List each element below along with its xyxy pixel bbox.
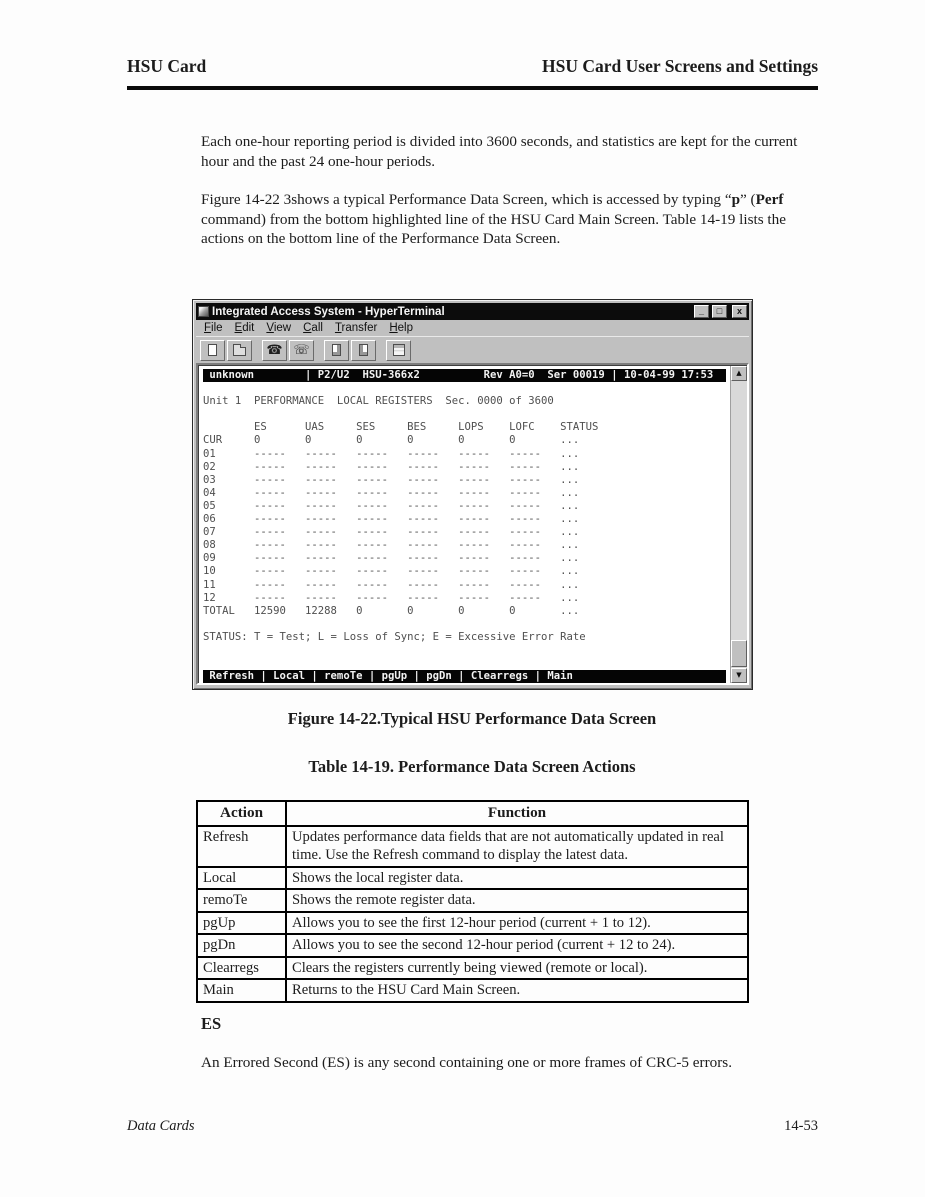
es-section-heading: ES	[201, 1014, 222, 1033]
maximize-button[interactable]: □	[712, 305, 727, 318]
terminal-line: 12 ----- ----- ----- ----- ----- ----- ...	[203, 591, 580, 604]
menu-bar	[196, 320, 749, 336]
table-row	[197, 979, 748, 1002]
action-cell: pgDn	[197, 934, 286, 957]
open-icon	[233, 347, 246, 356]
footer-book-title: Data Cards	[127, 1118, 195, 1134]
call-icon: ☎	[266, 342, 283, 358]
terminal-line	[203, 657, 726, 670]
bold-p-command: p	[731, 191, 741, 208]
action-cell: Local	[197, 867, 286, 890]
terminal-client-area	[196, 363, 749, 685]
terminal-line: 07 ----- ----- ----- ----- ----- ----- ...	[203, 526, 580, 539]
terminal-line: 11 ----- ----- ----- ----- ----- ----- ...	[203, 578, 580, 591]
properties-icon	[393, 344, 405, 356]
close-button[interactable]: x	[732, 305, 747, 318]
call-button[interactable]	[262, 340, 287, 361]
table-row	[197, 957, 748, 980]
terminal-line	[203, 382, 726, 395]
terminal-line: 06 ----- ----- ----- ----- ----- ----- ...	[203, 513, 580, 526]
actions-table	[196, 800, 749, 1003]
table-row	[197, 889, 748, 912]
terminal-line: 02 ----- ----- ----- ----- ----- ----- ...	[203, 460, 580, 473]
properties-button[interactable]	[386, 340, 411, 361]
terminal-line	[203, 408, 726, 421]
terminal-line: 08 ----- ----- ----- ----- ----- ----- ...	[203, 539, 580, 552]
function-cell: Updates performance data fields that are not automatically updated in real time. Use the Refresh command to display the latest data.	[286, 826, 748, 867]
new-button[interactable]	[200, 340, 225, 361]
terminal-line: CUR 0 0 0 0 0 0 ...	[203, 434, 580, 447]
action-cell: Refresh	[197, 826, 286, 867]
terminal-line: 05 ----- ----- ----- ----- ----- ----- ...	[203, 499, 580, 512]
app-icon	[198, 306, 209, 317]
intro-paragraph-2-text: command) from the bottom highlighted line of the HSU Card Main Screen. Table 14-19 lists the actions on the bottom line of the Performance Data Screen.	[201, 210, 786, 248]
scroll-down-icon[interactable]: ▼	[731, 668, 747, 683]
header-right-title: HSU Card User Screens and Settings	[542, 56, 818, 76]
disconnect-icon: ☏	[293, 342, 310, 358]
menu-help[interactable]: Help	[389, 322, 414, 334]
table-header-row	[197, 801, 748, 826]
intro-paragraph-1: Each one-hour reporting period is divided into 3600 seconds, and statistics are kept for the current hour and the past 24 one-hour periods.	[201, 133, 798, 170]
menu-edit[interactable]: Edit	[234, 322, 255, 334]
terminal-line: 03 ----- ----- ----- ----- ----- ----- ...	[203, 473, 580, 486]
terminal-line: TOTAL 12590 12288 0 0 0 0 ...	[203, 604, 580, 617]
terminal-line: 10 ----- ----- ----- ----- ----- ----- ...	[203, 565, 580, 578]
table-caption: Table 14-19. Performance Data Screen Actions	[308, 757, 636, 776]
function-cell: Shows the local register data.	[286, 867, 748, 890]
table-row	[197, 826, 748, 867]
menu-file[interactable]: File	[204, 322, 223, 334]
bold-perf-command: Perf	[755, 191, 784, 208]
column-header-action: Action	[197, 801, 286, 826]
scrollbar-thumb[interactable]	[731, 640, 747, 667]
window-title: Integrated Access System - HyperTerminal	[212, 305, 445, 318]
toolbar	[196, 336, 749, 363]
terminal-screen	[199, 366, 730, 683]
terminal-line	[203, 644, 726, 657]
receive-button[interactable]	[351, 340, 376, 361]
function-cell: Returns to the HSU Card Main Screen.	[286, 979, 748, 1002]
terminal-line: unknown | P2/U2 HSU-366x2 Rev A0=0 Ser 00019 | 10-04-99 17:53	[203, 369, 726, 382]
es-section-body: An Errored Second (ES) is any second containing one or more frames of CRC-5 errors.	[201, 1054, 732, 1071]
intro-paragraph-2	[201, 190, 825, 249]
terminal-line: Refresh | Local | remoTe | pgUp | pgDn | Clearregs | Main	[203, 670, 726, 683]
send-icon	[332, 344, 341, 356]
column-header-function: Function	[286, 801, 748, 826]
new-icon	[208, 344, 217, 356]
receive-icon	[359, 344, 368, 356]
terminal-line: 01 ----- ----- ----- ----- ----- ----- ...	[203, 447, 580, 460]
minimize-button[interactable]: _	[694, 305, 709, 318]
scroll-up-icon[interactable]: ▲	[731, 366, 747, 381]
title-bar[interactable]	[196, 303, 749, 320]
send-button[interactable]	[324, 340, 349, 361]
function-cell: Allows you to see the first 12-hour period (current + 1 to 12).	[286, 912, 748, 935]
terminal-line: Unit 1 PERFORMANCE LOCAL REGISTERS Sec. 0000 of 3600	[203, 395, 554, 408]
header-left-title: HSU Card	[127, 56, 207, 76]
terminal-line: 09 ----- ----- ----- ----- ----- ----- ...	[203, 552, 580, 565]
intro-paragraph-2-text: ” (	[740, 191, 756, 208]
disconnect-button[interactable]	[289, 340, 314, 361]
intro-paragraph-2-text: Figure 14-22 3shows a typical Performance Data Screen, which is accessed by typing “	[201, 191, 732, 208]
figure-caption: Figure 14-22.Typical HSU Performance Data Screen	[287, 709, 657, 728]
table-row	[197, 912, 748, 935]
table-row	[197, 934, 748, 957]
menu-call[interactable]: Call	[303, 322, 323, 334]
terminal-line: 04 ----- ----- ----- ----- ----- ----- ...	[203, 486, 580, 499]
page-footer	[127, 1118, 818, 1135]
table-row	[197, 867, 748, 890]
open-button[interactable]	[227, 340, 252, 361]
action-cell: pgUp	[197, 912, 286, 935]
vertical-scrollbar[interactable]	[730, 366, 747, 683]
function-cell: Clears the registers currently being viewed (remote or local).	[286, 957, 748, 980]
hyperterminal-window	[192, 299, 753, 690]
menu-view[interactable]: View	[266, 322, 292, 334]
action-cell: Main	[197, 979, 286, 1002]
action-cell: Clearregs	[197, 957, 286, 980]
function-cell: Allows you to see the second 12-hour period (current + 12 to 24).	[286, 934, 748, 957]
terminal-line: STATUS: T = Test; L = Loss of Sync; E = Excessive Error Rate	[203, 630, 586, 643]
action-cell: remoTe	[197, 889, 286, 912]
page-header	[127, 56, 818, 90]
function-cell: Shows the remote register data.	[286, 889, 748, 912]
terminal-line: ES UAS SES BES LOPS LOFC STATUS	[203, 421, 599, 434]
footer-page-number: 14-53	[784, 1118, 818, 1134]
terminal-line	[203, 618, 726, 631]
menu-transfer[interactable]: Transfer	[334, 322, 378, 334]
